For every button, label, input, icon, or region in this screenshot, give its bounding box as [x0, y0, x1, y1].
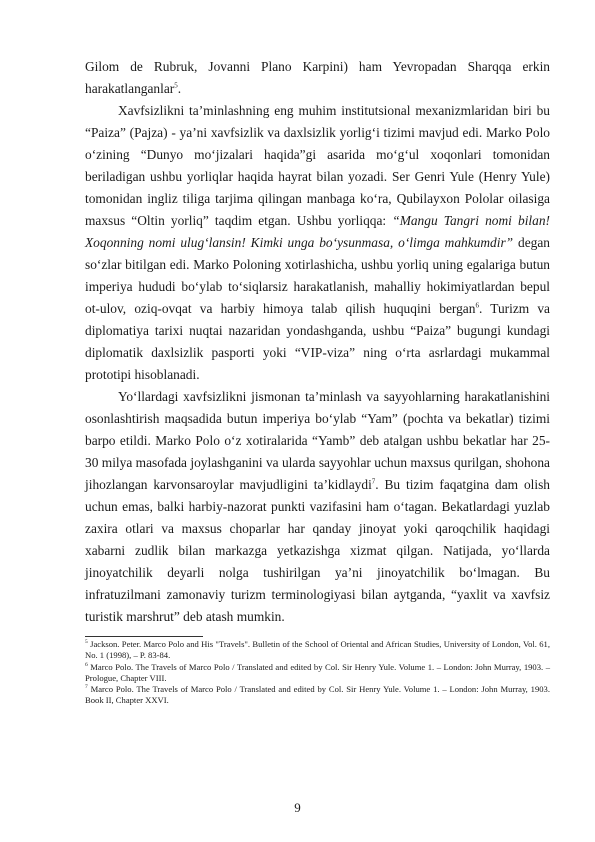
footnote-number: 6 [85, 661, 88, 668]
footnote-separator [85, 636, 203, 637]
paragraph [85, 100, 550, 386]
text-run: . Bu tizim faqatgina dam olish uchun emas, balki harbiy-nazorat punkti vazifasini ham o‘tagan. Bekatlardagi yuzlab zaxira otlari va maxsus choparlar har qanday jinoyat yoki qaroqchilik haqidagi xabarni zudlik bilan markazga yetkazishga xizmat qilgan. Natijada, yo‘llarda jinoyatchilik deyarli nolga tushirilgan ya’ni jinoyatchilik bo‘lmagan. Bu infratuzilmani zamonaviy turizm terminologiyasi bilan aytganda, “yaxlit va xavfsiz turistik marshrut” deb atash mumkin. [85, 477, 550, 624]
document-page [85, 56, 550, 707]
footnote [85, 684, 550, 707]
footnote-ref: 6 [475, 301, 479, 310]
footnotes [85, 639, 550, 707]
footnote-text: Marco Polo. The Travels of Marco Polo / Translated and edited by Col. Sir Henry Yule. Volume 1. – London: John Murray, 1903. Book II, Chapter XXVI. [85, 684, 550, 706]
paragraph [85, 56, 550, 100]
quote-text: “Mangu Tangri nomi bilan! Xoqonning nomi ulug‘lansin! Kimki unga bo‘ysunmasa, o‘limga mahkumdir” [85, 213, 550, 250]
footnote-text: Marco Polo. The Travels of Marco Polo / Translated and edited by Col. Sir Henry Yule. Volume 1. – London: John Murray, 1903. – Prologue, Chapter VIII. [85, 661, 550, 683]
footnote-number: 7 [85, 684, 88, 691]
footnote [85, 639, 550, 662]
footnote-ref: 5 [174, 81, 178, 90]
text-run: . Turizm va diplomatiya tarixi nuqtai nazaridan yondashganda, ushbu “Paiza” bugungi kundagi diplomatik daxlsizlik pasporti yoki “VIP-viza” ning o‘rta asrlardagi mukammal prototipi hisoblanadi. [85, 301, 550, 382]
footnote-ref: 7 [371, 477, 376, 486]
text-run: Gilom de Rubruk, Jovanni Plano Karpini) ham Yevropadan Sharqqa erkin harakatlanganlar [85, 59, 550, 96]
footnote-number: 5 [85, 639, 88, 646]
paragraph [85, 386, 550, 628]
page-number: 9 [294, 800, 301, 815]
footnote-text: Jackson. Peter. Marco Polo and His "Travels". Bulletin of the School of Oriental and African Studies, University of London, Vol. 61, No. 1 (1998), – P. 83-84. [85, 639, 550, 661]
text-run: . [177, 81, 182, 96]
text-run: degan so‘zlar bitilgan edi. Marko Poloning xotirlashicha, ushbu yorliq uning egalariga butun imperiya hududi bo‘ylab to‘siqlarsiz harakatlanish, mahalliy hokimiyatlardan bepul ot-ulov, oziq-ovqat va harbiy himoya talab qilish huquqini bergan [85, 235, 551, 316]
body-text [85, 56, 550, 628]
text-run: Xavfsizlikni ta’minlashning eng muhim institutsional mexanizmlaridan biri bu “Paiza” (Pajza) - ya’ni xavfsizlik va daxlsizlik yorlig‘i tizimi mavjud edi. Marko Polo o‘zining “Dunyo mo‘jizalari haqida”gi asarida mo‘g‘ul xoqonlari tomonidan beriladigan ushbu yorliqlar haqida hayrat bilan yozadi. Ser Genri Yule (Henry Yule) tomonidan ingliz tiliga tarjima qilingan manbaga ko‘ra, Qubilayxon Pololar oilasiga maxsus “Oltin yorliq” taqdim etgan. Ushbu yorliqqa: [85, 103, 550, 228]
footnote [85, 662, 550, 685]
text-run: Yo‘llardagi xavfsizlikni jismonan ta’minlash va sayyohlarning harakatlanishini osonlashtirish maqsadida butun imperiya bo‘ylab “Yam” (pochta va bekatlar) tizimi barpo etildi. Marko Polo o‘z xotiralarida “Yamb” deb atalgan ushbu bekatlar har 25-30 milya masofada joylashganini va ularda sayyohlar uchun maxsus qurilgan, shohona jihozlangan karvonsaroylar mavjudligini ta’kidlaydi [85, 389, 550, 492]
